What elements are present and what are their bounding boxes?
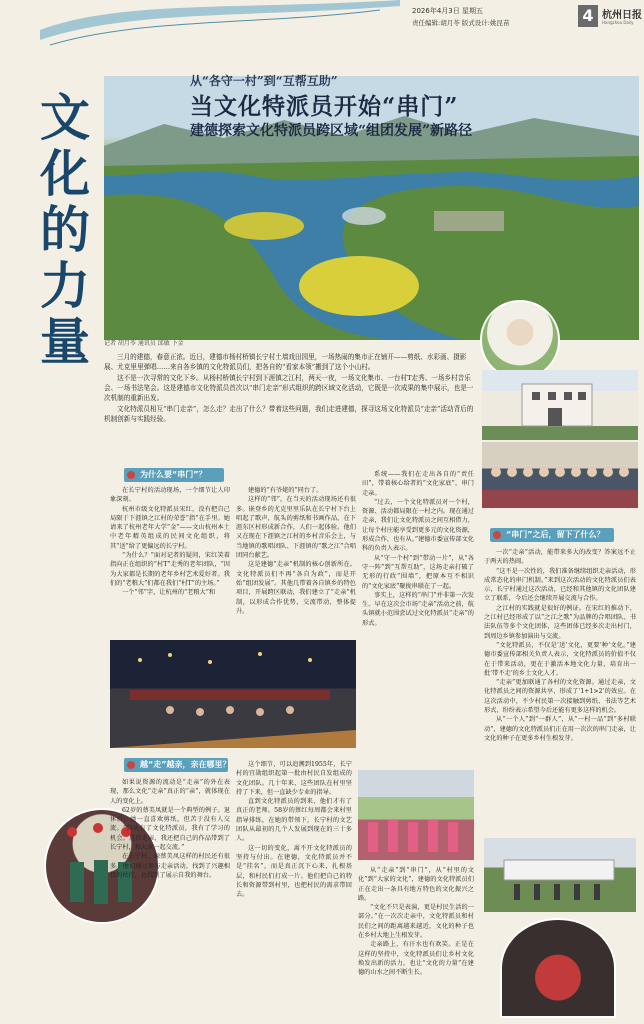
paragraph: “这不是一次性的，我们准备继续组织走亲活动，形成常态化的串门机制。”来到这次活动的文化特派员们表示，长宁村通过这次活动，已经和其他镇的文化团队建立了联系，今后还会继续开展交流与合作。 <box>484 567 636 603</box>
section-heading: “串门”之后，留下了什么？ <box>490 528 614 542</box>
article-column <box>362 470 474 770</box>
paragraph: 从“走亲”到“串门”，从“村里的文化”到“大家的文化”，建德的文化特派员们正在走出一条具有地方特色的文化振兴之路。 <box>358 867 474 902</box>
paragraph: 建德的“有爷姥的”同台了。 <box>248 487 323 494</box>
section-heading: 越“走”越亲，亲在哪里？ <box>124 758 228 772</box>
headline-kicker: 从“各守一村”到“互帮互助” <box>190 74 338 88</box>
paragraph: 这个细节，可以追溯到1955年，长宁村的宜勋组织起第一批由村民自发组成的文化团队。几十年来，这些团队在村里坚持了下来，但一直缺少专业的指导。 <box>236 761 352 796</box>
section-vertical-title: 文化的力量 <box>40 88 90 371</box>
paragraph: “文化特派员，不仅是‘送’文化，更要‘种’文化。”建德市委宣传部相关负责人表示，文化特派员的价值不仅在于带来活动，更在于激活本地文化力量，培育出一批‘带不走’的乡土文化人才。 <box>484 641 636 677</box>
paragraph: 这样的“邻”，在当天的活动现场还有很多。嵌登乡的尤克里里乐队在长宁村下台上唱起了歌声，航头的剪纸和书画作品，在下涯东区村形成新合作，人们一起体验。他们又在现在下涯镇之江村的乡村音乐会上，与当地镇的歌唱团队、下涯镇的“歌之江”合唱团同台献艺。 <box>236 496 356 560</box>
paragraph: 在长宁村的活动现场，一个细节让人印象深刻。 <box>110 487 230 504</box>
paragraph: 之江村的实践就是很好的例证。在宋红的推动下，之江村已经形成了以“之江之歌”为品牌的合唱团队、书法队伍等多个文化团体，这些团体已经多次走出村门，到周边乡镇参加演出与交流。 <box>484 604 636 640</box>
article-lead <box>104 352 474 425</box>
paragraph: 一次“走亲”活动，能带来多大的改变？答案远不止于两天的热闹。 <box>484 549 636 566</box>
newspaper-brand: 杭州日报 <box>602 10 642 21</box>
group-photo <box>482 442 638 508</box>
article-column <box>484 548 636 830</box>
paragraph: 这是建德“走亲”机制的核心创新所在。文化特派员们不再“各自为政”，而是开始“组团发展”。其他几带着各自镇乡的特色项目，开展跨区联动，我们建立了“走亲”机制，以形成合作优势，交流带动，整体提升。 <box>236 561 356 615</box>
paragraph: 这一切的变化，离不开文化特派员的坚持与付出。在建德，文化特派员并不是“挂名”，而是真正沉下心来，扎根基层，和村民们打成一片。他们把自己的特长和资源带到村里，也把村民的需求带回去。 <box>236 844 352 899</box>
article-column <box>236 760 352 1010</box>
page-number: 4 <box>578 5 598 27</box>
article-column <box>110 486 230 634</box>
article-column <box>236 486 356 634</box>
section-heading: 为什么要“串门”？ <box>124 468 224 482</box>
outdoor-event-photo <box>484 838 636 912</box>
paragraph: “走亲”更加联通了各村的文化资源。通过走亲，文化特派员之间的资源共享，形成了‘1+1>2’的效应。在这次活动中，不少村民第一次接触到剪纸、书法等艺术形式，纷纷表示希望今后还能有更多这样的机会。 <box>484 679 636 715</box>
reporter-credit: 记者 胡月苓 通讯员 邱敏 卜金 <box>104 340 184 347</box>
paragraph: 杭州市级文化特派员宋红，没有把自己局限于下涯镇之江村的荣誉“指”在手里。她请来了杭州老年大学“金”——文山杭州本土中老年精英组成的民间文化组织，将其“送”给了更偏远的长宁村。 <box>110 505 230 550</box>
paragraph: 一个“邻”字，让杭州的“老粮大”和 <box>122 589 216 597</box>
article-column <box>110 778 230 998</box>
musician-circle-photo <box>500 918 616 1018</box>
paragraph: 62岁的蔡美凤就是一个典型的例子。退休后，她一直喜欢剪纸，但苦于没有人交流。“自从有了文化特派员，我有了学习的机会。这次走亲，我还把自己的作品带到了长宁村，和大家一起交流。” <box>110 806 230 852</box>
paragraph: 走亲路上，有汗水也有欢笑。正是在这样的坚持中，文化特派员们让乡村文化焕发出新的活力，也让“文化的力量”在建德的山水之间不断生长。 <box>358 941 474 977</box>
paragraph: 如果说资源的流动是“走亲”的外在表现，那么文化“走亲”真正的“亲”，就体现在人的变化上。 <box>110 779 230 805</box>
village-show-photo <box>110 640 356 748</box>
paragraph: 事实上，这样的“串门”并非第一次发生。早在这次会市场“走亲”活动之前，航头镇就小范围尝试过文化特派员“走亲”的形式。 <box>362 591 474 627</box>
article-headline: 当文化特派员开始“串门” <box>190 93 459 120</box>
stage-performance-photo <box>358 770 474 860</box>
article-column <box>358 866 474 1016</box>
paragraph: 系统——我们在走出各自的“责任田”，带着核心给者的“文化家底”，串门走亲。 <box>362 471 474 497</box>
painter-circle-photo <box>480 300 560 380</box>
lead-paragraph: 三月的建德，春意正浓。近日，建德市杨村桥镇长宁村土墙戏田园里，一场热闹的集市正在铺开——剪纸、水彩画、摄影展、尤克里里弹唱……来自各乡镇的文化特派员们，把各自的“看家本领”搬到了这个小山村。 <box>104 353 467 371</box>
issue-date: 2026年4月3日 星期五 <box>412 7 483 15</box>
paragraph: “文化不只是表演，更是村民生活的一部分。”在一次次走亲中，文化特派员和村民们之间的距离越来越近，文化的种子也在乡村大地上生根发芽。 <box>358 904 474 940</box>
paragraph: 从“守一个村”到“带动一片”，从“各守一阵”到“互帮互助”，这场走亲打破了无形的行政“围墙”，把原本互不相识的“文化家底”聚拢串联在了一起。 <box>362 554 474 590</box>
paragraph: “为什么？”面对记者的疑问，宋红笑着指向正在组织的“村T”走秀的老年团队，“因为大家都是长期的老年乡村艺术爱好者。我们的“老粮大”们都在我们“村T”的主场。” <box>110 552 230 587</box>
lead-paragraph: 这不是一次寻常的文化下乡。从杨村桥镇长宁村到下涯镇之江村，两天一夜，一场文化集市、一台村T走秀、一场乡村音乐会、一场书法笔会。这是建德市文化特派员首次以“串门走亲”形式组织的跨区域文化活动，它既是一次成果的集中展示，也是一次机制的重新出发。 <box>104 374 474 402</box>
paragraph: 直到文化特派员的到来，他们才有了真正的老师。58岁的蔡红每周都会来村里指导排练，在她的带领下，长宁村的文艺团队从最初的几个人发展到现在的三十多人。 <box>236 798 352 843</box>
paragraph: “过去，一个文化特派员对一个村，资源、活动都局限在一村之内。现在通过走亲，我们让文化特派员之间互相借力，让每个村庄能享受到更多元的文化资源，形成合作，也有从。”建德市委宣传部文化科的负责人表示。 <box>362 498 474 553</box>
newspaper-brand-en: Hangzhou Daily <box>602 20 634 25</box>
lead-paragraph: 文化特派员相互“串门走亲”，怎么走？走出了什么？带着这些问题，我们走进建德，探寻这场文化特派员“走亲”活动背后的机制创新与实践经验。 <box>104 405 474 423</box>
village-building-photo <box>482 370 638 440</box>
header-swoosh-decoration <box>40 0 400 50</box>
paragraph: 在长宁村，像蔡美凤这样的村民还有很多。他们通过参与走亲活动，找到了兴趣相投的伙伴，也找到了展示自我的舞台。 <box>110 853 230 879</box>
article-subheadline: 建德探索文化特派员跨区域“组团发展”新路径 <box>190 123 473 139</box>
editors-credit: 责任编辑:胡月苓 版式设计:姚昆苗 <box>412 19 510 27</box>
paragraph: 从“一个人”到“一群人”，从“一村一品”到“多村联动”，建德的文化特派员们正在用一次次的串门走亲，让文化的种子在更多乡村生根发芽。 <box>484 716 636 742</box>
